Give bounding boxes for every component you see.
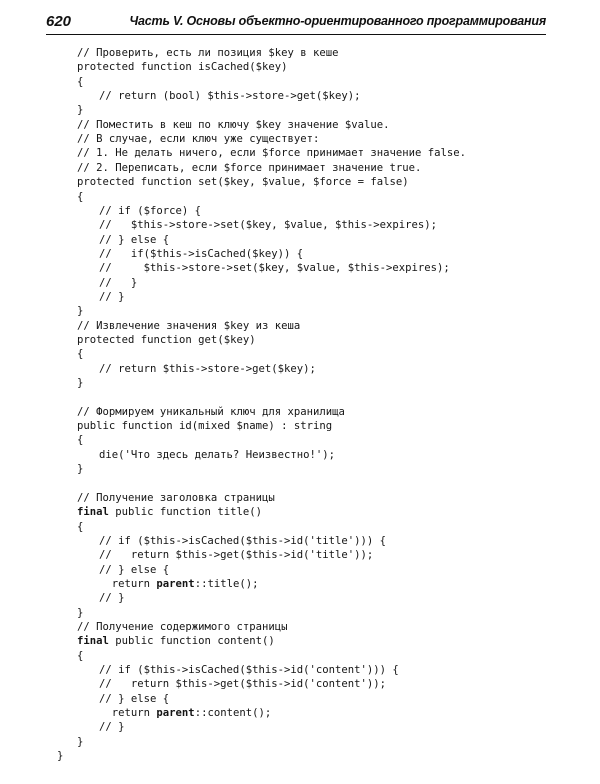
code-line: // } else {	[99, 692, 170, 705]
code-line: }	[77, 735, 84, 748]
code-line: die('Что здесь делать? Неизвестно!');	[99, 448, 335, 461]
code-line: // Получение заголовка страницы	[77, 491, 275, 504]
code-line: {	[77, 520, 84, 533]
code-line: // Получение содержимого страницы	[77, 621, 288, 633]
code-line: // Проверить, есть ли позиция $key в кеше	[77, 47, 339, 59]
code-line: {	[77, 190, 84, 203]
code-line: {	[77, 434, 84, 447]
code-keyword: parent	[156, 577, 195, 590]
code-line: }	[77, 104, 84, 117]
code-line: return parent::content();	[99, 707, 272, 720]
code-line: // if ($this->isCached($this->id('content'))) {	[99, 664, 399, 677]
code-line: // return $this->store->get($key);	[99, 362, 316, 375]
code-keyword: final	[77, 506, 109, 519]
page-header	[46, 10, 546, 35]
code-keyword: final	[77, 635, 109, 648]
code-line: protected function set($key, $value, $force = false)	[77, 176, 409, 189]
code-line: {	[77, 348, 84, 361]
code-line: // 2. Переписать, если $force принимает значение true.	[77, 161, 422, 174]
code-line: }	[77, 305, 84, 318]
code-line: public function id(mixed $name) : string	[77, 420, 333, 433]
code-line: }	[77, 463, 84, 476]
code-line: return parent::title();	[99, 577, 259, 590]
code-line: // }	[99, 276, 138, 289]
code-line: {	[77, 75, 84, 88]
code-line: // return $this->get($this->id('title'));	[99, 549, 374, 562]
code-line: }	[77, 377, 84, 390]
code-line: final public function content()	[77, 635, 275, 648]
page-number: 620	[46, 13, 72, 30]
code-line: // Поместить в кеш по ключу $key значение $value.	[77, 118, 390, 131]
code-line: // } else {	[99, 233, 170, 246]
code-line: // return $this->get($this->id('content'));	[99, 678, 387, 691]
code-line: // }	[99, 721, 125, 734]
code-line: // В случае, если ключ уже существует:	[77, 133, 320, 146]
code-keyword: parent	[156, 707, 195, 720]
code-line: // if($this->isCached($key)) {	[99, 247, 304, 260]
code-line: }	[57, 750, 64, 763]
code-line: // }	[99, 290, 125, 303]
running-title: Часть V. Основы объектно-ориентированного программирования	[129, 14, 546, 28]
code-line: // }	[99, 592, 125, 605]
code-line: // Формируем уникальный ключ для хранилища	[77, 405, 345, 418]
code-line: // $this->store->set($key, $value, $this->expires);	[99, 219, 438, 232]
code-line: // if ($force) {	[99, 204, 202, 217]
code-line: final public function title()	[77, 506, 262, 519]
code-line: protected function isCached($key)	[77, 61, 288, 74]
code-line: {	[77, 649, 84, 662]
code-line: }	[77, 606, 84, 619]
code-line: // Извлечение значения $key из кеша	[77, 319, 301, 332]
code-line: // return (bool) $this->store->get($key);	[99, 90, 361, 103]
code-line: // if ($this->isCached($this->id('title'))) {	[99, 534, 387, 547]
code-line: // } else {	[99, 563, 170, 576]
code-line: protected function get($key)	[77, 334, 256, 346]
code-line: // $this->store->set($key, $value, $this->expires);	[99, 262, 450, 275]
code-line: // 1. Не делать ничего, если $force принимает значение false.	[77, 147, 467, 160]
